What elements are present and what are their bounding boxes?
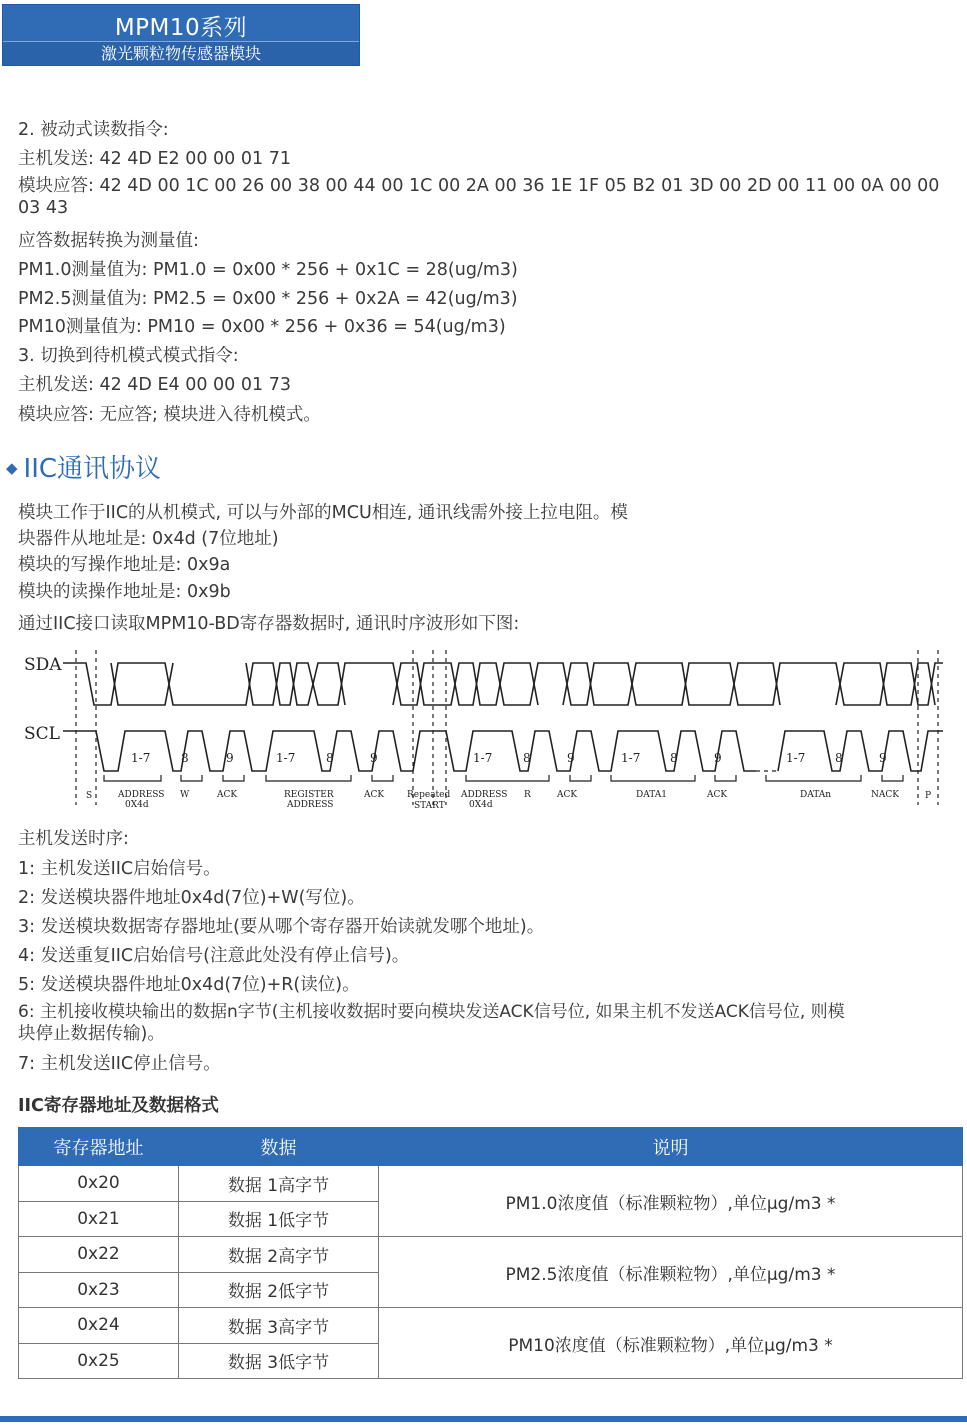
register-data: 数据 3高字节 [179, 1308, 379, 1344]
uart-line: PM10测量值为: PM10 = 0x00 * 256 + 0x36 = 54(ug/m3) [18, 317, 506, 337]
segment-label: W [180, 790, 190, 800]
register-address: 0x24 [19, 1308, 179, 1344]
section-title-text: IIC通讯协议 [23, 454, 162, 484]
sequence-step-cont: 块停止数据传输)。 [18, 1024, 165, 1044]
segment-label: ADDRESS [461, 790, 508, 800]
segment-label: ADDRESS [287, 800, 334, 810]
segment-label: 0X4d [125, 800, 149, 810]
segment-label: Repeated [407, 790, 451, 800]
uart-line: PM1.0测量值为: PM1.0 = 0x00 * 256 + 0x1C = 28(ug/m3) [18, 260, 518, 280]
uart-line: 3. 切换到待机模式模式指令: [18, 346, 239, 366]
sequence-title: 主机发送时序: [18, 829, 129, 849]
register-description: PM10浓度值（标准颗粒物）,单位μg/m3 * [379, 1308, 963, 1379]
register-address: 0x25 [19, 1343, 179, 1379]
register-data: 数据 1高字节 [179, 1166, 379, 1202]
bit-label: 8 [835, 751, 843, 765]
table-row [19, 1166, 963, 1202]
register-address: 0x22 [19, 1237, 179, 1273]
uart-line: 主机发送: 42 4D E4 00 00 01 73 [18, 375, 291, 395]
table-row [19, 1308, 963, 1344]
scl-waveform [63, 731, 756, 771]
stop-label: P [925, 791, 932, 801]
header-title: MPM10系列 [114, 15, 248, 41]
sequence-step: 7: 主机发送IIC停止信号。 [18, 1054, 221, 1074]
bit-label: 9 [714, 751, 722, 765]
segment-label: DATAn [800, 790, 832, 800]
column-header: 说明 [379, 1128, 963, 1166]
segment-label: ACK [557, 790, 578, 800]
sequence-step: 1: 主机发送IIC启始信号。 [18, 859, 221, 879]
uart-line: 主机发送: 42 4D E2 00 00 01 71 [18, 149, 291, 169]
uart-line: 03 43 [18, 198, 69, 218]
uart-line: 模块应答: 42 4D 00 1C 00 26 00 38 00 44 00 1C 00 2A 00 36 1E 1F 05 B2 01 3D 00 2D 00 11 00 0A 00 00 [18, 176, 940, 196]
sda-label: SDA [24, 655, 62, 675]
bit-label: 1-7 [276, 751, 296, 765]
register-data: 数据 1低字节 [179, 1201, 379, 1237]
register-data: 数据 2高字节 [179, 1237, 379, 1273]
section-title [6, 448, 161, 485]
iic-intro-line: 模块的写操作地址是: 0x9a [18, 555, 231, 575]
iic-timing-diagram [18, 645, 953, 820]
start-label: S [86, 791, 93, 801]
table-header-row [19, 1128, 963, 1166]
register-data: 数据 2低字节 [179, 1272, 379, 1308]
scl-label: SCL [24, 724, 60, 744]
iic-intro-line: 模块的读操作地址是: 0x9b [18, 582, 231, 602]
uart-line: 应答数据转换为测量值: [18, 231, 199, 251]
bit-label: 1-7 [473, 751, 493, 765]
bit-label: 9 [879, 751, 887, 765]
table-row [19, 1237, 963, 1273]
segment-label: ACK [364, 790, 385, 800]
iic-intro-line: 通过IIC接口读取MPM10-BD寄存器数据时, 通讯时序波形如下图: [18, 614, 520, 634]
bit-label: 1-7 [131, 751, 151, 765]
bit-label: 8 [670, 751, 678, 765]
column-header: 寄存器地址 [19, 1128, 179, 1166]
segment-label: ACK [707, 790, 728, 800]
diamond-bullet-icon: ◆ [6, 459, 18, 477]
bit-label: 8 [326, 751, 334, 765]
segment-label: NACK [871, 790, 899, 800]
header-subtitle: 激光颗粒物传感器模块 [3, 41, 359, 65]
sequence-step: 4: 发送重复IIC启始信号(注意此处没有停止信号)。 [18, 946, 410, 966]
uart-line: PM2.5测量值为: PM2.5 = 0x00 * 256 + 0x2A = 42(ug/m3) [18, 289, 518, 309]
sequence-step: 5: 发送模块器件地址0x4d(7位)+R(读位)。 [18, 975, 360, 995]
segment-label: START [414, 801, 445, 811]
register-table [18, 1127, 963, 1379]
register-description: PM2.5浓度值（标准颗粒物）,单位μg/m3 * [379, 1237, 963, 1308]
register-address: 0x20 [19, 1166, 179, 1202]
sequence-step: 3: 发送模块数据寄存器地址(要从哪个寄存器开始读就发哪个地址)。 [18, 917, 545, 937]
table-title: IIC寄存器地址及数据格式 [18, 1096, 219, 1116]
bit-label: 1-7 [621, 751, 641, 765]
footer-bar [0, 1416, 967, 1422]
segment-label: ADDRESS [118, 790, 165, 800]
uart-line: 模块应答: 无应答; 模块进入待机模式。 [18, 405, 321, 425]
register-address: 0x23 [19, 1272, 179, 1308]
uart-line: 2. 被动式读数指令: [18, 120, 169, 140]
bit-label: 9 [226, 751, 234, 765]
segment-label: 0X4d [469, 800, 493, 810]
iic-intro-line: 块器件从地址是: 0x4d (7位地址) [18, 529, 279, 549]
bit-label: 9 [567, 751, 575, 765]
segment-label: REGISTER [284, 790, 334, 800]
sequence-step: 6: 主机接收模块输出的数据n字节(主机接收数据时要向模块发送ACK信号位, 如果主机不发送ACK信号位, 则模 [18, 1002, 845, 1022]
bit-label: 8 [523, 751, 531, 765]
iic-intro-line: 模块工作于IIC的从机模式, 可以与外部的MCU相连, 通讯线需外接上拉电阻。模 [18, 503, 628, 523]
register-description: PM1.0浓度值（标准颗粒物）,单位μg/m3 * [379, 1166, 963, 1237]
bit-label: 8 [181, 751, 189, 765]
sequence-step: 2: 发送模块器件地址0x4d(7位)+W(写位)。 [18, 888, 365, 908]
segment-label: DATA1 [636, 790, 667, 800]
bit-label: 1-7 [786, 751, 806, 765]
page-header [2, 4, 360, 66]
column-header: 数据 [179, 1128, 379, 1166]
segment-label: ACK [217, 790, 238, 800]
register-data: 数据 3低字节 [179, 1343, 379, 1379]
bit-label: 9 [370, 751, 378, 765]
segment-label: R [524, 790, 531, 800]
register-address: 0x21 [19, 1201, 179, 1237]
